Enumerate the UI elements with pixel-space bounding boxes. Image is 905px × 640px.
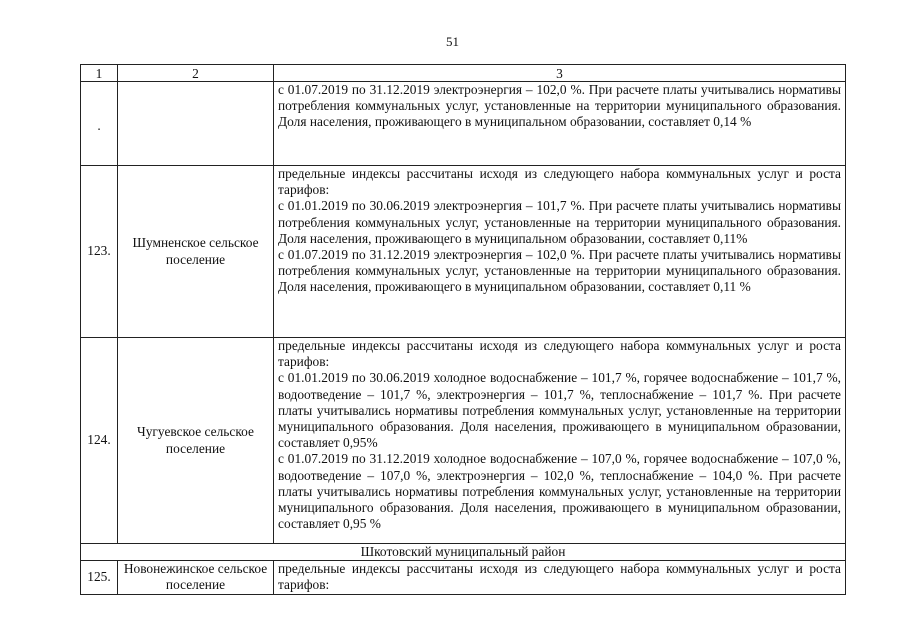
column-header-2: 2: [118, 65, 274, 82]
district-title: Шкотовский муниципальный район: [81, 544, 846, 561]
tariff-description: [274, 561, 846, 594]
tariff-description: [274, 82, 846, 166]
municipality-name: Чугуевское сельское поселение: [118, 338, 274, 544]
row-number: 125.: [81, 561, 118, 594]
description-paragraph: предельные индексы рассчитаны исходя из следующего набора коммунальных услуг и роста тарифов:: [278, 338, 841, 370]
municipality-name: [118, 82, 274, 166]
description-paragraph: с 01.07.2019 по 31.12.2019 холодное водоснабжение – 107,0 %, горячее водоснабжение – 107,0 %, водоотведение – 107,0 %, электроэнергия – 102,0 %, теплоснабжение – 104,0 %. При расчете платы учитывались нормативы потребления коммунальных услуг, установленные на территории муниципального образования. Доля населения, проживающего в муниципальном образовании, составляет 0,95 %: [278, 451, 841, 532]
municipality-name: Новонежинское сельское поселение: [118, 561, 274, 594]
district-row: [81, 544, 846, 561]
tariff-description: [274, 166, 846, 338]
row-number: 124.: [81, 338, 118, 544]
tariff-table: [80, 64, 846, 595]
table-row: [81, 166, 846, 338]
municipality-name: Шумненское сельское поселение: [118, 166, 274, 338]
row-marker: .: [97, 118, 101, 134]
description-paragraph: с 01.07.2019 по 31.12.2019 электроэнергия – 102,0 %. При расчете платы учитывались нормативы потребления коммунальных услуг, установленные на территории муниципального образования. Доля населения, проживающего в муниципальном образовании, составляет 0,11 %: [278, 247, 841, 295]
table-row: [81, 338, 846, 544]
table-header-row: [81, 65, 846, 82]
row-number: 123.: [81, 166, 118, 338]
description-paragraph: предельные индексы рассчитаны исходя из следующего набора коммунальных услуг и роста тарифов:: [278, 561, 841, 593]
column-header-3: 3: [274, 65, 846, 82]
tariff-description: [274, 338, 846, 544]
table-row: [81, 82, 846, 166]
description-paragraph: предельные индексы рассчитаны исходя из следующего набора коммунальных услуг и роста тарифов:: [278, 166, 841, 198]
row-number: [81, 82, 118, 166]
table-row: [81, 561, 846, 594]
column-header-1: 1: [81, 65, 118, 82]
page-number: 51: [446, 34, 459, 49]
description-paragraph: с 01.01.2019 по 30.06.2019 холодное водоснабжение – 101,7 %, горячее водоснабжение – 101,7 %, водоотведение – 101,7 %, электроэнергия – 101,7 %, теплоснабжение – 101,7 %. При расчете платы учитывались нормативы потребления коммунальных услуг, установленные на территории муниципального образования. Доля населения, проживающего в муниципальном образовании, составляет 0,95%: [278, 370, 841, 451]
description-paragraph: с 01.01.2019 по 30.06.2019 электроэнергия – 101,7 %. При расчете платы учитывались нормативы потребления коммунальных услуг, установленные на территории муниципального образования. Доля населения, проживающего в муниципальном образовании, составляет 0,11%: [278, 198, 841, 246]
description-paragraph: с 01.07.2019 по 31.12.2019 электроэнергия – 102,0 %. При расчете платы учитывались нормативы потребления коммунальных услуг, установленные на территории муниципального образования. Доля населения, проживающего в муниципальном образовании, составляет 0,14 %: [278, 82, 841, 130]
